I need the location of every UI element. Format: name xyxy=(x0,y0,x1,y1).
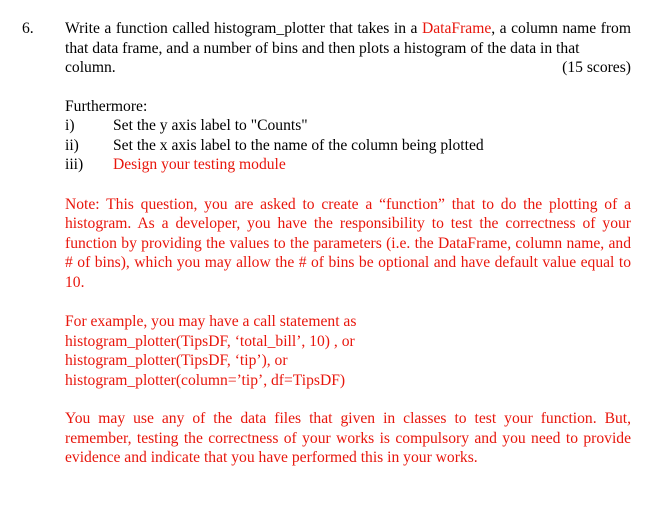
question-body xyxy=(65,19,631,468)
note-paragraph: Note: This question, you are asked to create a “function” that to do the plotting of a histogram. As a developer, you have the responsibility to test the correctness of your function by providing the values to the parameters (i.e. the DataFrame, column name, and # of bins), which you may allow the # of bins be optional and have default value equal to 10. xyxy=(65,195,631,291)
dataframe-highlight: DataFrame xyxy=(421,20,492,37)
example-call-1: histogram_plotter(TipsDF, ‘total_bill’, 10) , or xyxy=(65,332,355,350)
requirement-item-1 xyxy=(65,116,631,136)
intro-text-start: Write a function called histogram_plotter that takes in a xyxy=(65,20,422,37)
intro-text-end: column. xyxy=(65,59,116,76)
closing-paragraph: You may use any of the data files that given in classes to test your function. But, remember, testing the correctness of your works is compulsory and you need to provide evidence and indicate that you have performed this in your works. xyxy=(65,410,631,466)
question-intro xyxy=(65,19,631,58)
requirement-marker: i) xyxy=(65,117,75,134)
example-block xyxy=(65,312,631,390)
score-label: (15 scores) xyxy=(562,59,631,76)
requirement-item-3 xyxy=(65,155,631,175)
requirement-marker: iii) xyxy=(65,156,84,173)
intro-text-middle: , a column name from that data frame, and a number of bins and then plots a histogram of the data in that xyxy=(65,20,631,57)
requirement-marker: ii) xyxy=(65,136,79,154)
requirement-item-2 xyxy=(65,136,631,156)
example-call-3: histogram_plotter(column=’tip’, df=TipsDF) xyxy=(65,371,346,389)
furthermore-section xyxy=(65,97,631,175)
example-call-2: histogram_plotter(TipsDF, ‘tip’), or xyxy=(65,352,288,369)
example-intro: For example, you may have a call statement as xyxy=(65,313,357,330)
requirement-text: Design your testing module xyxy=(113,156,286,173)
question-number: 6. xyxy=(22,20,34,37)
furthermore-heading: Furthermore: xyxy=(65,97,148,115)
intro-last-line xyxy=(65,58,631,78)
requirement-text: Set the y axis label to "Counts" xyxy=(113,117,308,134)
requirement-text: Set the x axis label to the name of the column being plotted xyxy=(113,136,484,154)
